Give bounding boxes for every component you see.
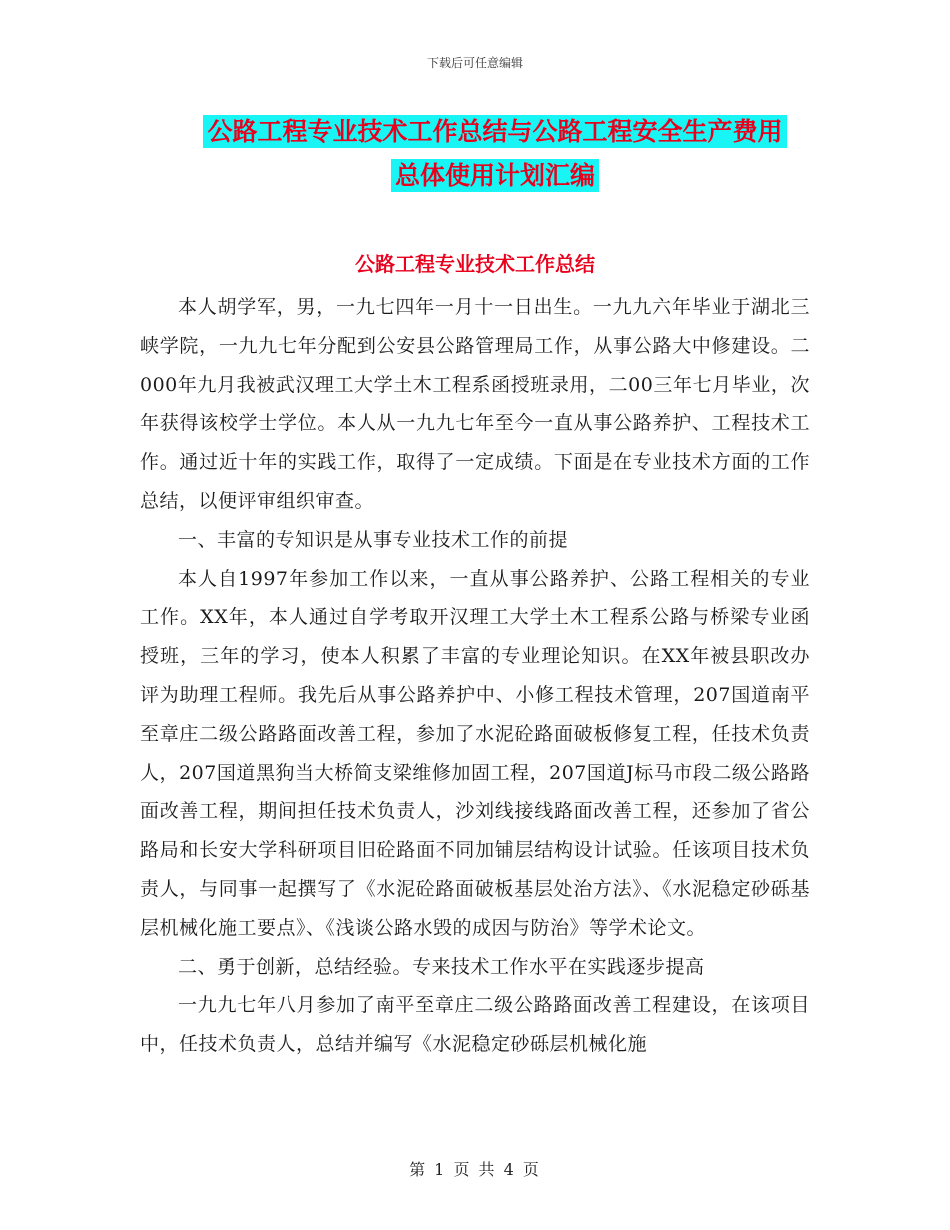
paragraph-intro: 本人胡学军，男，一九七四年一月十一日出生。一九九六年毕业于湖北三峡学院，一九九七年分配到公安县公路管理局工作，从事公路大中修建设。二000年九月我被武汉理工大学土木工程系函授班录用，二00三年七月毕业，次年获得该校学士学位。本人从一九九七年至今一直从事公路养护、工程技术工作。通过近十年的实践工作，取得了一定成绩。下面是在专业技术方面的工作总结，以便评审组织审查。: [140, 296, 810, 512]
heading-section-1: 一、丰富的专知识是从事专业技术工作的前提: [178, 528, 569, 551]
page-footer: 第 1 页 共 4 页: [409, 1160, 541, 1179]
main-title-line-1: [185, 108, 805, 156]
main-title-line-2: [185, 152, 805, 200]
main-title-line-2-text: 总体使用计划汇编: [391, 159, 599, 192]
header-note: 下载后可任意编辑: [426, 56, 523, 70]
paragraph-section-2: 一九九七年八月参加了南平至章庄二级公路路面改善工程建设，在该项目中，任技术负责人，总结并编写《水泥稳定砂砾层机械化施: [140, 994, 810, 1056]
heading-section-2: 二、勇于创新，总结经验。专来技术工作水平在实践逐步提高: [178, 955, 705, 978]
section-title: 公路工程专业技术工作总结: [355, 252, 595, 276]
document-body: [140, 288, 810, 1064]
paragraph-section-1: 本人自1997年参加工作以来，一直从事公路养护、公路工程相关的专业工作。XX年，本人通过自学考取开汉理工大学土木工程系公路与桥梁专业函授班，三年的学习，使本人积累了丰富的专业理论知识。在XX年被县职改办评为助理工程师。我先后从事公路养护中、小修工程技术管理，207国道南平至章庄二级公路路面改善工程，参加了水泥砼路面破板修复工程，任技术负责人，207国道黑狗当大桥简支梁维修加固工程，207国道J标马市段二级公路路面改善工程，期间担任技术负责人，沙刘线接线路面改善工程，还参加了省公路局和长安大学科研项目旧砼路面不同加铺层结构设计试验。任该项目技术负责人，与同事一起撰写了《水泥砼路面破板基层处治方法》、《水泥稳定砂砾基层机械化施工要点》、《浅谈公路水毁的成因与防治》等学术论文。: [140, 567, 810, 939]
main-title-line-1-text: 公路工程专业技术工作总结与公路工程安全生产费用: [203, 115, 786, 148]
